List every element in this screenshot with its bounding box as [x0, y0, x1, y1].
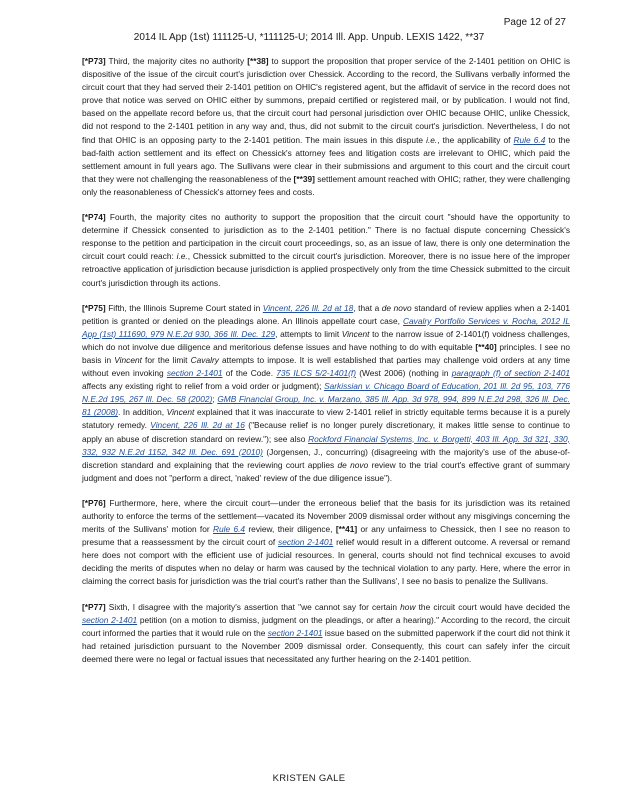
paragraph-p75 — [82, 302, 570, 485]
italic-text: i.e. — [426, 134, 438, 145]
body-text: petition (on a motion to dismiss, judgment on the pleadings, or after a hearing)." According to the record, the circuit court informed the parties that it would rule on the — [82, 614, 570, 638]
footer-name: KRISTEN GALE — [272, 773, 346, 784]
body-text: to the narrow issue of 2-1401(f) voidness challenges, which do not involve due diligence and meritorious defense issues and have nothing to do with equitable — [82, 328, 570, 352]
paragraph-p73 — [82, 55, 570, 199]
paragraph-p77 — [82, 601, 570, 666]
italic-text: Vincent — [166, 407, 195, 418]
star-page-marker: [**40] — [475, 341, 497, 352]
star-page-marker: [**39] — [293, 173, 315, 184]
citation-link[interactable]: Cavalry Portfolio Services v. Rocha, 2012 IL App (1st) 111690, 979 N.E.2d 930, 366 Ill. Dec. 129 — [82, 315, 570, 339]
body-text: standard of review applies when a 2-1401 petition is granted or denied on the pleadings alone. An Illinois appellate court case, — [82, 302, 571, 326]
body-text: or any unfairness to Chessick, then I see no reason to presume that a reassessment by the circuit court of — [82, 524, 570, 548]
italic-text: Cavalry — [190, 354, 219, 365]
body-text: explained that it was inaccurate to view 2-1401 relief in strictly equitable terms because it is a purely statutory remedy. — [82, 407, 571, 431]
citation-link[interactable]: Rule 6.4 — [212, 524, 246, 535]
italic-text: how — [400, 601, 416, 612]
citation-link[interactable]: section 2-1401 — [278, 537, 334, 548]
body-text: , attempts to limit — [275, 328, 342, 339]
italic-text: Vincent — [114, 354, 142, 365]
body-text: Fifth, the Illinois Supreme Court stated in — [105, 302, 263, 313]
citation-link[interactable]: Rockford Financial Systems, Inc. v. Borgetti, 403 Ill. App. 3d 321, 330, 332, 932 N.E.2d 1152, 342 Ill. Dec. 691 (2010) — [82, 433, 570, 457]
citation-link[interactable]: Sarkissian v. Chicago Board of Education, 201 Ill. 2d 95, 103, 776 N.E.2d 195, 267 Ill. Dec. 58 (2002) — [82, 381, 571, 405]
body-text: to the bad-faith action settlement and its effect on Chessick's attorney fees and litigation costs are irrelevant to OHIC, which paid the settlement amount in full years ago. The Sullivans were clear in their submissions and argument to this court and the circuit court that they were not challenging the reasonableness of the — [82, 134, 571, 184]
body-text: attempts to impose. It is well established that parties may challenge void orders at any time without even invoking — [82, 354, 570, 379]
body-text: to support the proposition that proper service of the 2-1401 petition on OHIC is dispositive of the issue of the circuit court's jurisdiction over Chessick. According to the record, the Sullivans verbally informed the circuit court that they had served their 2-1401 petition on OHIC's registered agent, but the affidavit of service in the record does not prove that notice was served on OHIC either by summons, prepaid certified or registered mail, or by publication. I would not find, based on the appellate record before us, that the circuit court had personal jurisdiction over OHIC because OHIC, unlike Chessick, did not respond to the 2-1401 petition in any way and, thus, did not submit to the circuit court's jurisdiction. Nevertheless, I do not find that OHIC is an opposing party to the 2-1401 petition. The main issues in this dispute — [82, 56, 571, 145]
citation-link[interactable]: section 2-1401 — [82, 614, 138, 625]
citation-link[interactable]: GMB Financial Group, Inc. v. Marzano, 385 Ill. App. 3d 978, 994, 899 N.E.2d 298, 326 Ill. Dec. 81 (2008) — [82, 394, 570, 418]
body-text: , the applicability of — [437, 134, 514, 145]
body-text: Furthermore, here, where the circuit court—under the erroneous belief that the basis for its jurisdiction was its retained authority to enforce the terms of the settlement—vacated its November 2009 dismissal order without any misgivings concerning the merits of the Sullivans' motion for — [82, 497, 570, 535]
body-text: Third, the majority cites no authority — [105, 56, 248, 66]
italic-text: de novo — [337, 459, 369, 470]
italic-text: Vincent — [341, 328, 370, 339]
citation-link[interactable]: Vincent, 226 Ill. 2d at 16 — [150, 420, 245, 431]
citation-link[interactable]: Rule 6.4 — [513, 134, 546, 145]
page-number: Page 12 of 27 — [503, 17, 566, 28]
citation-link[interactable]: paragraph (f) of section 2-1401 — [451, 368, 570, 379]
running-citation: 2014 IL App (1st) 111125-U, *111125-U; 2014 Ill. App. Unpub. LEXIS 1422, **37 — [133, 32, 485, 43]
body-text: (West 2006) (nothing in — [356, 368, 452, 379]
paragraph-label: [*P73] — [82, 56, 106, 66]
body-text: relief would result in a different outcome. A reversal or remand here does not comport with the efficient use of judicial resources. In general, courts should not find technical excuses to avoid deciding the merits of disputes when no delay or harm was caused by the technical violation to any party. Here, where the error in claiming the correct basis for jurisdiction was the trial court's rather than the Sullivans', I see no basis to penalize the Sullivans. — [82, 537, 570, 587]
body-text: for the limit — [141, 354, 191, 365]
paragraph-p74 — [82, 211, 570, 290]
citation-link[interactable]: 735 ILCS 5/2-1401(f) — [276, 368, 356, 379]
citation-link[interactable]: section 2-1401 — [166, 368, 223, 379]
body-text: review to the trial court's effective grant of summary judgment and does not "perform a direct, 'naked' review of the due diligence issue"). — [82, 459, 570, 483]
body-text: , that a — [353, 302, 382, 313]
body-text: of the Code. — [222, 368, 277, 379]
body-text: affects any existing right to relief from a void order or judgment); — [82, 381, 325, 392]
body-text: the circuit court would have decided the — [415, 601, 570, 612]
body-text: . In addition, — [118, 407, 167, 418]
paragraph-label: [*P77] — [82, 601, 106, 612]
star-page-marker: [**38] — [247, 56, 269, 66]
italic-text: i.e. — [176, 251, 188, 262]
paragraph-label: [*P76] — [82, 497, 106, 508]
body-text: issue based on the submitted paperwork if the court did not think it had retained jurisdiction pursuant to the November 2009 dismissal order. Consequently, this court can safely infer the circuit deemed there were no legal or factual issues that necessitated any further hearing on the 2-1401 petition. — [82, 627, 570, 664]
italic-text: de novo — [381, 302, 412, 313]
body-text: , Chessick submitted to the circuit court's jurisdiction. Moreover, there is no issue here of the improper retroactive application of jurisdiction because jurisdiction is applied prospectively only from the time Chessick submitted to the circuit court's jurisdiction through its actions. — [82, 251, 571, 288]
opinion-body — [82, 55, 570, 678]
body-text: Fourth, the majority cites no authority to support the proposition that the circuit court "should have the opportunity to determine if Chessick consented to jurisdiction as to the 2-1401 petition." There is no factual dispute concerning Chessick's response to the petition and participation in the circuit court proceedings, so, as an issue of law, there is only one determination the circuit court could reach: — [82, 212, 570, 262]
body-text: settlement amount reached with OHIC; rather, they were challenging only the reasonableness of Chessick's attorney fees and costs. — [82, 173, 570, 197]
paragraph-p76 — [82, 497, 570, 589]
paragraph-label: [*P75] — [82, 302, 106, 313]
body-text: ; — [212, 394, 218, 405]
body-text: (Jorgensen, J., concurring) (disagreeing with the majority's use of the abuse-of-discretion standard and explaining that the reviewing court applies — [82, 446, 570, 470]
citation-link[interactable]: section 2-1401 — [267, 627, 323, 638]
body-text: ("Because relief is no longer purely discretionary, it makes little sense to continue to apply an abuse of discretion standard on review."); see also — [82, 420, 571, 444]
citation-link[interactable]: Vincent, 226 Ill. 2d at 18 — [262, 302, 354, 313]
star-page-marker: [**41] — [335, 524, 358, 535]
body-text: review, their diligence, — [245, 524, 336, 535]
paragraph-label: [*P74] — [82, 212, 106, 223]
body-text: Sixth, I disagree with the majority's assertion that "we cannot say for certain — [105, 601, 401, 612]
body-text: principles. I see no basis in — [82, 341, 571, 365]
